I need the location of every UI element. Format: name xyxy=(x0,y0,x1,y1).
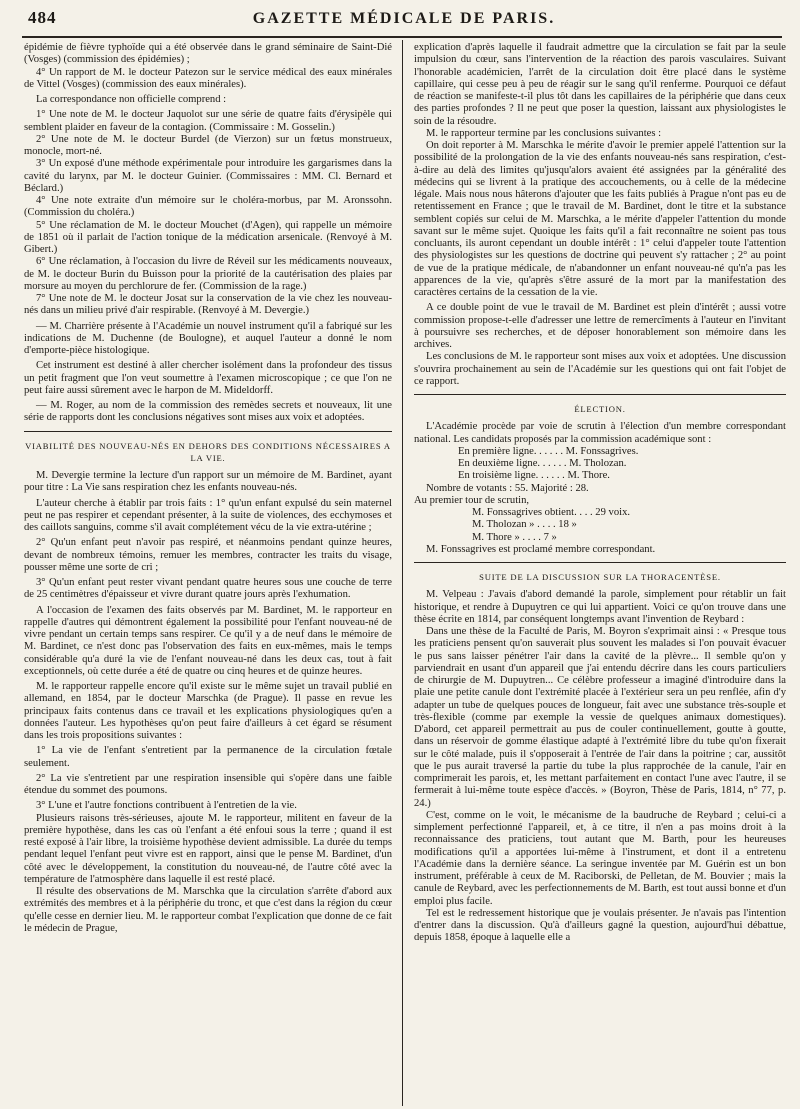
paragraph: 5° Une réclamation de M. le docteur Mouchet (d'Agen), qui rappelle un mémoire de 1851 où il parlait de l'action tonique de la médication arsenicale. (Renvoyé à M. Gibert.) xyxy=(24,219,392,255)
section-heading: ÉLECTION. xyxy=(574,404,626,414)
paragraph: 6° Une réclamation, à l'occasion du livre de Réveil sur les médicaments nouveaux, de M. le docteur Burin du Buisson pour la priorité de la cautérisation des plaies par morsure au moyen du perchlorure de fer. (Commission de la rage.) xyxy=(24,256,392,292)
column-divider xyxy=(402,40,403,1106)
paragraph: La correspondance non officielle comprend : xyxy=(36,94,227,105)
section-heading: VIABILITÉ DES NOUVEAU-NÉS EN DEHORS DES CONDITIONS NÉCESSAIRES A LA VIE. xyxy=(25,440,391,463)
paragraph: 4° Un rapport de M. le docteur Patezon sur le service médical des eaux minérales de Vittel (Vosges) (commission des eaux minérales). xyxy=(24,66,392,90)
page-header xyxy=(28,8,780,34)
paragraph: Tel est le redressement historique que je voulais présenter. Je n'avais pas l'intention d'entrer dans la discussion. Qu'à d'ailleurs gagné la question, aujourd'hui débattue, depuis 1858, époque à laquelle elle a xyxy=(414,907,786,944)
section-rule xyxy=(24,431,392,432)
section-rule xyxy=(414,562,786,563)
section-rule xyxy=(414,394,786,395)
paragraph: Les conclusions de M. le rapporteur sont mises aux voix et adoptées. Une discussion s'ouvrira prochainement au sein de l'Académie sur les questions qui ont fait l'objet de ce rapport. xyxy=(414,351,786,387)
paragraph: A ce double point de vue le travail de M. Bardinet est plein d'intérêt ; aussi votre commission propose-t-elle d'adresser une lettre de remercîments à l'auteur en l'invitant à poursuivre ses recherches, et de déposer honorablement son mémoire dans les archives. xyxy=(414,302,786,350)
vote-line: M. Tholozan » . . . . 18 » xyxy=(472,519,577,531)
paragraph: 1° La vie de l'enfant s'entretient par la permanence de la circulation fœtale seulement. xyxy=(24,745,392,769)
paragraph: 7° Une note de M. le docteur Josat sur la conservation de la vie chez les nouveau-nés dans un milieu privé d'air respirable. (Renvoyé à M. Devergie.) xyxy=(24,293,392,317)
paragraph: L'auteur cherche à établir par trois faits : 1° qu'un enfant expulsé du sein maternel peut ne pas respirer et cependant présenter, à la suite de violences, des ecchymoses et des caillots sanguins, comme s'il avait complétement vécu de la vie extra-utérine ; xyxy=(24,497,392,533)
paragraph: 1° Une note de M. le docteur Jaquolot sur une série de quatre faits d'érysipèle qui semblent plaider en faveur de la contagion. (Commissaire : M. Gosselin.) xyxy=(24,109,392,133)
paragraph: explication d'après laquelle il faudrait admettre que la circulation se fait par la seule impulsion du cœur, sans l'intervention de la réaction des parois vasculaires. Suivant l'honorable académicien, l'arrêt de la circulation doit être placé dans le système capillaire, qui cesse peu à peu de réagir sur le sang qu'il renferme. Pourquoi ce défaut de réaction se manifeste-t-il plus tôt dans les capillaires de la périphérie que dans ceux des parties profondes ? Il ne peut que poser la question, laissant aux physiologistes le soin de la résoudre. xyxy=(414,42,786,127)
paragraph: M. le rapporteur rappelle encore qu'il existe sur le même sujet un travail publié en allemand, en 1854, par le docteur Marschka (de Prague). Il passe en revue les principaux faits contenus dans ce travail et les explications physiologiques qu'en a données l'auteur. Les hypothèses qu'on peut faire d'ailleurs à cet égard se résument dans les trois propositions suivantes : xyxy=(24,681,392,741)
paragraph: 2° La vie s'entretient par une respiration insensible qui s'opère dans une faible étendue du sommet des poumons. xyxy=(24,772,392,796)
page-number: 484 xyxy=(28,8,57,27)
paragraph: Nombre de votants : 55. Majorité : 28. xyxy=(426,482,589,494)
paragraph: — M. Charrière présente à l'Académie un nouvel instrument qu'il a fabriqué sur les indications de M. Duchenne (de Boulogne), et auquel l'auteur a donné le nom d'emporte-pièce histologique. xyxy=(24,320,392,356)
vote-line: M. Thore » . . . . 7 » xyxy=(472,531,557,543)
paragraph: C'est, comme on le voit, le mécanisme de la baudruche de Reybard ; celui-ci a simplement perfectionné l'appareil, et, à ce titre, il n'en a pas moins droit à la reconnaissance des praticiens, tout autant que M. Barth, pour les heureuses modifications qu'il a apportées lui-même à l'instrument, et dont il a entretenu l'Académie dans la dernière séance. La seringue inventée par M. Guérin est un bon instrument, préférable à ceux de M. Raciborski, de Pelletan, de M. Bouvier ; mais la canule de Reybard, avec les perfectionnements de M. Barth, est tout aussi bonne et d'un emploi plus facile. xyxy=(414,809,786,907)
paragraph: M. le rapporteur termine par les conclusions suivantes : xyxy=(426,127,662,139)
paragraph: A l'occasion de l'examen des faits observés par M. Bardinet, M. le rapporteur en rappelle d'autres qui démontrent également la possibilité pour l'enfant nouveau-né de vivre pendant un certain temps sans respirer. Ce qu'il y a de neuf dans le mémoire de M. Bardinet, ce n'est donc pas l'observation des faits en eux-mêmes, mais le temps considérable qu'a duré la vie de l'enfant nouveau-né dans les deux cas, tout à fait exceptionnels, où cette durée a été de quatre ou cinq heures et de quinze heures. xyxy=(24,604,392,677)
right-column xyxy=(414,42,786,945)
paragraph: M. Velpeau : J'avais d'abord demandé la parole, simplement pour rétablir un fait historique, et rendre à Dupuytren ce qui lui appartient. Voici ce qu'on trouve dans une thèse écrite en 1814, par conséquent longtemps avant l'invention de Reybard : xyxy=(414,589,786,625)
left-column xyxy=(24,42,392,935)
paragraph: Plusieurs raisons très-sérieuses, ajoute M. le rapporteur, militent en faveur de la première hypothèse, dans les cas où l'enfant a été enfoui sous la terre ; quand il est resté exposé à l'air libre, la troisième hypothèse devient admissible. La durée du temps pendant lequel l'enfant peut vivre est en rapport, ainsi que le pense M. Bardinet, d'un côté avec le développement, la constitution du nouveau-né, de l'autre côté avec la température de l'atmosphère dans laquelle il est resté placé. xyxy=(24,812,392,885)
paragraph: Au premier tour de scrutin, xyxy=(414,494,530,506)
paragraph: 2° Qu'un enfant peut n'avoir pas respiré, et néanmoins pendant quinze heures, devant de nombreux témoins, remuer les membres, contracter les traits du visage, pousser même une sorte de cri ; xyxy=(24,537,392,573)
candidate-line: En troisième ligne. . . . . . M. Thore. xyxy=(458,470,610,482)
vote-line: M. Fonssagrives obtient. . . . 29 voix. xyxy=(472,507,631,518)
paragraph: M. Fonssagrives est proclamé membre correspondant. xyxy=(426,543,656,555)
paragraph: 3° L'une et l'autre fonctions contribuent à l'entretien de la vie. xyxy=(36,800,297,812)
running-title: GAZETTE MÉDICALE DE PARIS. xyxy=(252,10,556,27)
paragraph: 3° Qu'un enfant peut rester vivant pendant quatre heures sous une couche de terre de 25 centimètres d'épaisseur et vivre durant quatre jours après l'exhumation. xyxy=(24,577,392,601)
paragraph: On doit reporter à M. Marschka le mérite d'avoir le premier appelé l'attention sur la possibilité de la prolongation de la vie des enfants nouveau-nés sans respiration, c'est-à-dire au delà des limites qu'jusqu'alors avaient été assignées par la généralité des médecins qui se livrent à la pratique des accouchements, ou à celle de la médecine légale. Mais nous nous hâterons d'ajouter que les faits publiés à Prague n'ont pas eu de retentissement en France ; que le travail de M. Bardinet, dont le titre et la substance semblent copiés sur celui de M. Marschka, a le mérite d'appeler l'attention du monde savant sur le même sujet. Quoique les faits qu'il a fait reconnaître ne soient pas tous concluants, ils auront cependant un double intérêt : 1° celui d'appeler toute l'attention des physiologistes sur les questions de doctrine qui peuvent s'y rattacher ; 2° au point de vue de la pratique médicale, de n'abandonner un enfant nouveau-né qu'n'a pas les apparences de la vie, qu'après s'être assuré de la mort par la manifestation des caractères certains de la cessation de la vie. xyxy=(414,140,786,298)
paragraph: Cet instrument est destiné à aller chercher isolément dans la profondeur des tissus un petit fragment que l'on veut soumettre à l'examen microscopique ; ce que l'on ne peut faire aussi sûrement avec le harpon de M. Mideldorff. xyxy=(24,360,392,396)
candidate-line: En première ligne. . . . . . M. Fonssagrives. xyxy=(458,445,639,457)
paragraph: 2° Une note de M. le docteur Burdel (de Vierzon) sur un fœtus monstrueux, monocle, mort-né. xyxy=(24,133,392,157)
paragraph: M. Devergie termine la lecture d'un rapport sur un mémoire de M. Bardinet, ayant pour titre : La Vie sans respiration chez les enfants nouveau-nés. xyxy=(24,470,392,494)
paragraph: — M. Roger, au nom de la commission des remèdes secrets et nouveaux, lit une série de rapports dont les conclusions négatives sont mises aux voix et adoptées. xyxy=(24,400,392,424)
paragraph: 4° Une note extraite d'un mémoire sur le choléra-morbus, par M. Aronssohn. (Commission du choléra.) xyxy=(24,195,392,219)
paragraph: épidémie de fièvre typhoïde qui a été observée dans le grand séminaire de Saint-Dié (Vosges) (commission des épidémies) ; xyxy=(24,42,392,66)
candidate-line: En deuxième ligne. . . . . . M. Tholozan. xyxy=(458,458,627,469)
paragraph: 3° Un exposé d'une méthode expérimentale pour introduire les gargarismes dans la cavité du larynx, par M. le docteur Guinier. (Commissaires : MM. Cl. Bernard et Béclard.) xyxy=(24,158,392,194)
paragraph: Il résulte des observations de M. Marschka que la circulation s'arrête d'abord aux extrémités des membres et à la périphérie du tronc, et que c'est dans la région du cœur qu'elle cesse en dernier lieu. M. le rapporteur combat l'explication que donne de ce fait le médecin de Prague, xyxy=(24,886,392,934)
paragraph: L'Académie procède par voie de scrutin à l'élection d'un membre correspondant national. Les candidats proposés par la commission académique sont : xyxy=(414,421,786,445)
header-rule xyxy=(22,36,782,38)
paragraph: Dans une thèse de la Faculté de Paris, M. Boyron s'exprimait ainsi : « Presque tous les praticiens pensent qu'on sauverait plus souvent les malades si l'on pouvait évacuer le pus sans laisser pénétrer l'air dans la cavité de la plèvre... Il semble qu'on y parviendrait en usant d'un appareil que j'ai entendu décrire dans les cours particuliers de chirurgie de M. Dupuytren... Ce célèbre professeur a imaginé d'introduire dans la plaie une petite canule dont l'extrémité placée à l'extérieur sera un peu renflée, afin d'y adapter un tube de quelques pouces de longueur, fait avec une substance très-souple et très-flexible (comme par exemple la vessie de quelques animaux domestiques). D'abord, cet appareil permettrait au pus de couler continuellement, goutte à goutte, dans un réservoir de gomme élastique adapté à l'extrémité libre du tube qu'on fixerait sur le côté malade, puis il s'opposerait à l'entrée de l'air dans la poitrine ; car, aussitôt que le pus aurait traversé la partie du tube la plus rapprochée de la canule, l'air en comprimerait les parois, et, les mettant parfaitement en contact l'une avec l'autre, il se fermerait à lui-même toute espèce d'accès. » (Boyron, Thèse de Paris, 1814, n° 77, p. 24.) xyxy=(414,626,786,809)
section-heading: SUITE DE LA DISCUSSION SUR LA THORACENTÈSE. xyxy=(479,572,721,582)
